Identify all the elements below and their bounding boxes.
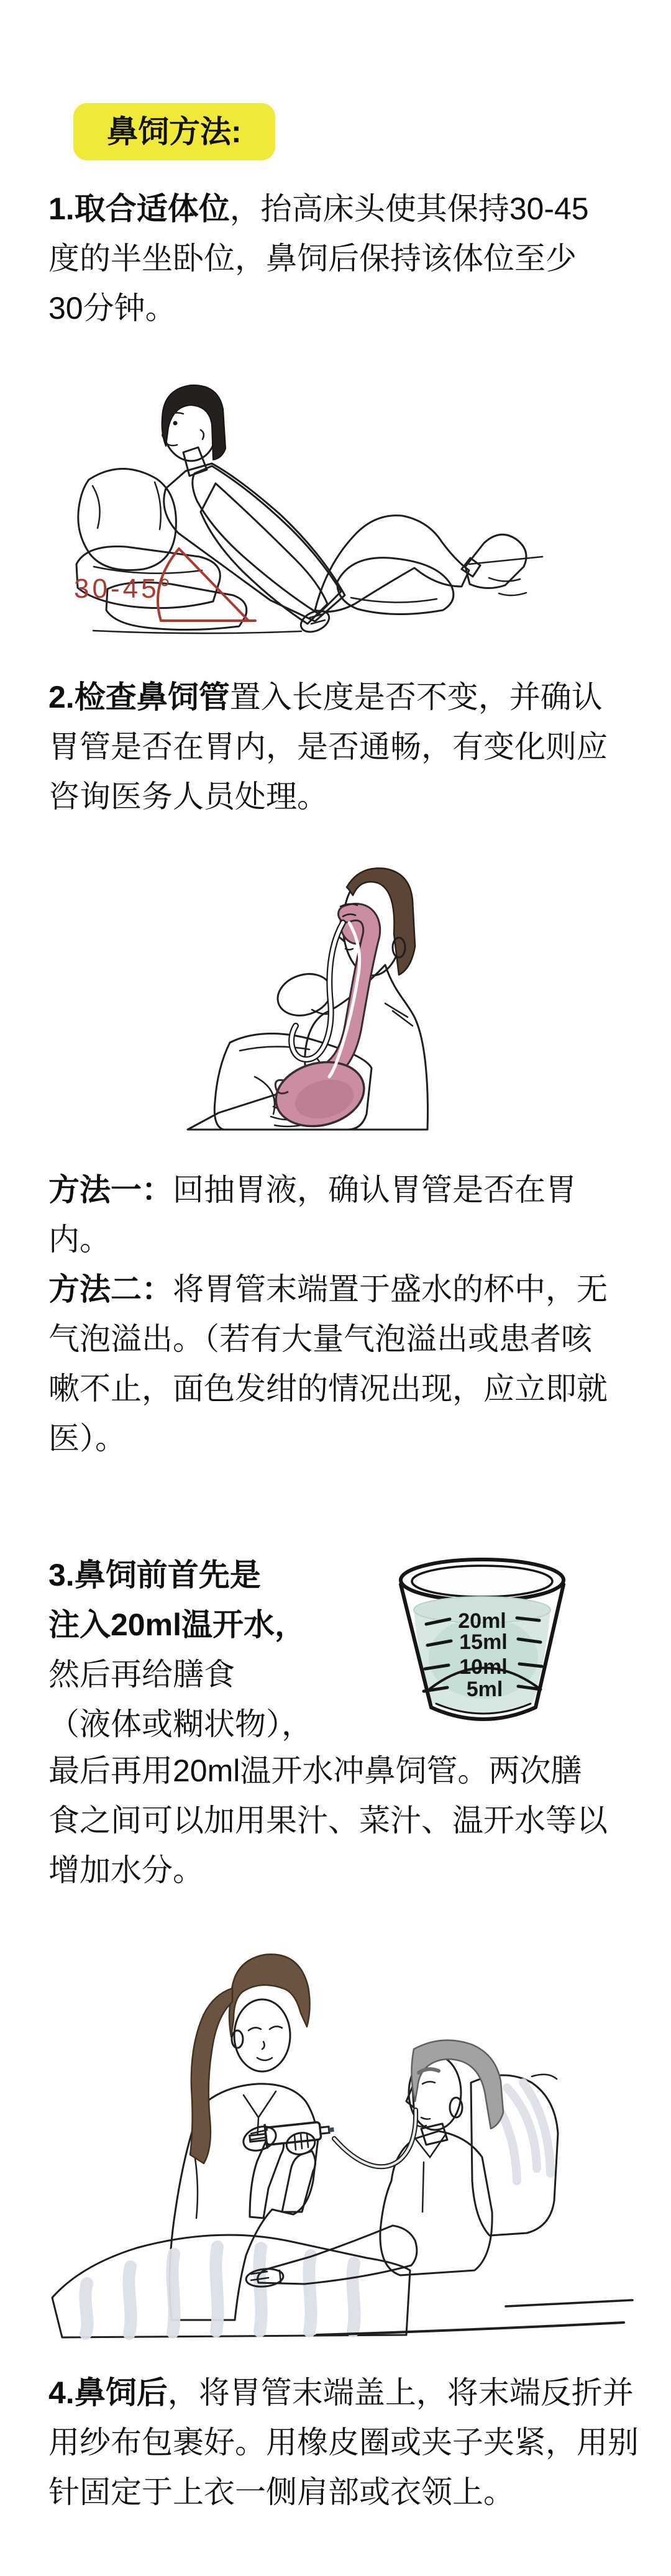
text-line xyxy=(48,1550,313,1600)
text-line: 医）。 xyxy=(48,1421,126,1456)
face-details xyxy=(162,430,204,445)
stomach-anatomy xyxy=(269,904,374,1133)
text-line: 嗽不止，面色发绀的情况出现，应立即就 xyxy=(48,1371,608,1406)
patient-arm xyxy=(258,2226,417,2284)
measuring-cup-svg xyxy=(390,1546,573,1742)
illustration-measuring-cup xyxy=(390,1546,573,1742)
caregiver-face-details xyxy=(249,2026,282,2060)
step4-bold: 4.鼻饲后 xyxy=(48,2375,168,2410)
step3-bold: 3.鼻饲前首先是 xyxy=(48,1558,261,1592)
tube-check-svg xyxy=(180,853,441,1133)
patient-hair xyxy=(411,2040,503,2129)
neck xyxy=(183,447,207,476)
cup-mark-15ml: 15ml xyxy=(459,1630,508,1654)
text-line: 度的半坐卧位，鼻饲后保持该体位至少 xyxy=(48,241,577,276)
text-line: 胃管是否在胃内，是否通畅，有变化则应 xyxy=(48,729,608,764)
recline-illustration-svg xyxy=(34,379,572,674)
method1-paragraph xyxy=(48,1165,577,1264)
pillow-corner xyxy=(532,2075,557,2079)
step4-paragraph xyxy=(48,2368,639,2517)
patient-legs xyxy=(315,516,469,612)
text-line: 用纱布包裹好。用橡皮圈或夹子夹紧，用别 xyxy=(48,2425,639,2460)
text-line: 方法二：将胃管末端置于盛水的杯中，无 xyxy=(48,1272,608,1307)
text-line: 1.取合适体位，抬高床头使其保持30-45 xyxy=(48,191,589,226)
syringe-icon xyxy=(249,2117,335,2150)
text-line: 2.检查鼻饲管置入长度是否不变，并确认 xyxy=(48,680,603,715)
text-line: 内。 xyxy=(48,1222,111,1257)
blanket-stripes xyxy=(85,2247,354,2334)
step1-bold: 1.取合适体位 xyxy=(48,191,230,226)
text-line: 30分钟。 xyxy=(48,291,176,326)
caregiver-ear xyxy=(232,2030,243,2048)
illustration-feeding-scene xyxy=(43,1920,634,2349)
caregiver-hair xyxy=(229,1954,310,2037)
text-line: 最后再用20ml温开水冲鼻饲管。两次膳 xyxy=(48,1753,582,1788)
caregiver-forearm xyxy=(282,2151,316,2212)
patient-eyebrow xyxy=(419,2069,439,2073)
illustration-recline-position xyxy=(34,379,572,674)
step1-paragraph xyxy=(48,184,589,333)
eye xyxy=(173,421,178,426)
cup-rim-inner xyxy=(412,1566,552,1597)
method1-bold: 方法一： xyxy=(48,1172,173,1207)
text-line: （液体或糊状物）， xyxy=(48,1707,313,1742)
text-line: 4.鼻饲后，将胃管末端盖上，将末端反折并 xyxy=(48,2375,634,2410)
angle-label: 30-45° xyxy=(74,573,174,604)
feeding-tube-outline xyxy=(334,2110,416,2167)
text-line xyxy=(48,1600,313,1650)
text-line: 方法一：回抽胃液，确认胃管是否在胃 xyxy=(48,1172,577,1207)
method2-bold: 方法二： xyxy=(48,1272,173,1307)
text-line: 食之间可以加用果汁、菜汁、温开水等以 xyxy=(48,1803,608,1838)
caregiver-ponytail xyxy=(190,1988,232,2163)
collar-lines xyxy=(416,2134,446,2212)
sheet-wrinkles xyxy=(489,578,526,595)
knee-pillow xyxy=(337,558,454,614)
syringe-tip xyxy=(320,2127,329,2134)
tube-connector xyxy=(329,2127,334,2132)
step3-paragraph xyxy=(48,1550,313,1749)
text-line: 然后再给膳食 xyxy=(48,1657,235,1692)
step2-bold: 2.检查鼻饲管 xyxy=(48,680,230,715)
cup-mark-20ml: 20ml xyxy=(458,1609,506,1633)
bed-line xyxy=(506,2300,632,2306)
bed-line xyxy=(317,2323,624,2335)
illustration-tube-check xyxy=(180,853,441,1133)
text-line: 增加水分。 xyxy=(48,1853,204,1888)
step2-paragraph xyxy=(48,672,608,821)
title-badge: 鼻饲方法: xyxy=(73,103,275,160)
feeding-tube xyxy=(291,923,343,1059)
bed-line xyxy=(93,631,301,633)
step3-bold: 注入20ml温开水， xyxy=(48,1607,306,1642)
step3-rest-paragraph xyxy=(48,1746,608,1895)
text-line: 咨询医务人员处理。 xyxy=(48,779,328,814)
cup-mark-5ml: 5ml xyxy=(466,1678,503,1701)
bed-line xyxy=(469,557,542,564)
patient-face-details xyxy=(416,2081,435,2126)
method2-paragraph xyxy=(48,1264,608,1463)
text-line: 气泡溢出。（若有大量气泡溢出或患者咳 xyxy=(48,1322,592,1356)
feeding-scene-svg xyxy=(43,1920,634,2349)
text-line: 针固定于上衣一侧肩部或衣领上。 xyxy=(48,2475,514,2510)
cup-mark-10ml: 10ml xyxy=(459,1655,508,1679)
pillow-folds xyxy=(93,482,161,529)
